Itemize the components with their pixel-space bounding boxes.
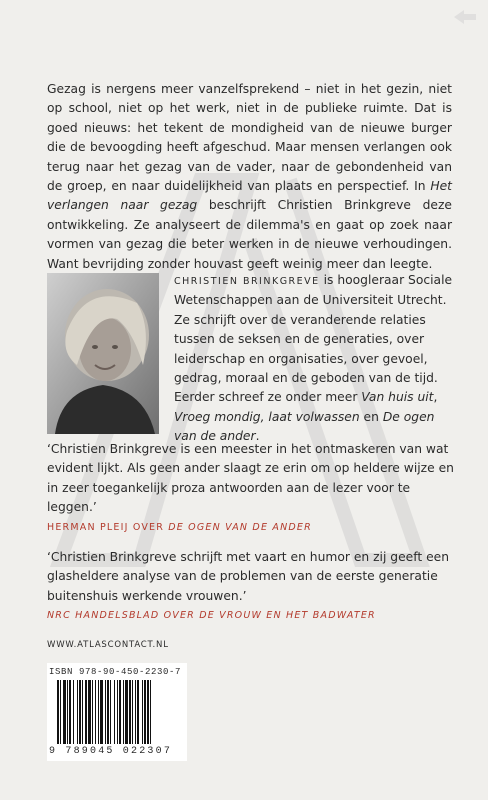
barcode-bar	[100, 680, 103, 744]
barcode-bar	[79, 680, 81, 744]
barcode-bar	[110, 680, 111, 744]
publisher-website: WWW.ATLASCONTACT.NL	[47, 640, 169, 650]
barcode-bar	[135, 680, 136, 744]
barcode-bar	[57, 680, 59, 744]
isbn-label: ISBN 978-90-450-2230-7	[49, 667, 182, 677]
barcode-bar	[107, 680, 109, 744]
author-name: CHRISTIEN BRINKGREVE	[174, 276, 320, 287]
back-arrow-icon[interactable]	[452, 8, 478, 26]
barcode	[57, 680, 181, 744]
barcode-bar	[73, 680, 74, 744]
barcode-bar	[123, 680, 124, 744]
barcode-bar	[105, 680, 106, 744]
intro-paragraph: Gezag is nergens meer vanzelfsprekend – niet in het gezin, niet op school, niet op het werk, niet in de publieke ruimte. Dat is goed nieuws: het tekent de mondigheid van de nieuwe burger die de bevoogding heeft afgeschud. Maar mensen verlangen ook terug naar het gezag van de vader, naar de gebondenheid van de groep, en naar duidelijkheid van plaats en perspectief. In Het verlangen naar gezag beschrijft Christien Brinkgreve deze ontwikkeling. Ze analyseert de dilemma's en gaat op zoek naar vormen van gezag die beter werken in de nieuwe verhoudingen. Want bevrijding zonder houvast geeft weinig meer dan leegte.	[47, 82, 452, 271]
barcode-bar	[117, 680, 118, 744]
barcode-bar	[60, 680, 61, 744]
quote-text: ‘Christien Brinkgreve schrijft met vaart en humor en zij geeft een glasheldere analyse van de problemen van de eerste generatie buitenshuis werkende vrouwen.’	[47, 550, 449, 603]
quote-attribution: HERMAN PLEIJ OVER DE OGEN VAN DE ANDER	[47, 521, 312, 533]
barcode-box	[47, 663, 187, 761]
barcode-bar	[114, 680, 115, 744]
author-bio: CHRISTIEN BRINKGREVE is hoogleraar Sociale Wetenschappen aan de Universiteit Utrecht. Ze schrijft over de veranderende relaties tussen de seksen en de generaties, over leiderschap en organisaties, over gevoel, gedrag, moraal en de geboden van de tijd. Eerder schreef ze onder meer Van huis uit, Vroeg mondig, laat volwassen en De ogen van de ander.	[174, 273, 453, 444]
barcode-bar	[129, 680, 131, 744]
barcode-bar	[125, 680, 128, 744]
barcode-bar	[137, 680, 139, 744]
quote-text: ‘Christien Brinkgreve is een meester in het ontmaskeren van wat evident lijkt. Als geen ander slaagt ze erin om op heldere wijze en in zeer toegankelijk proza antwoorden aan de lezer voor te leggen.’	[47, 442, 454, 515]
barcode-bar	[69, 680, 71, 744]
barcode-bar	[63, 680, 66, 744]
barcode-bar	[77, 680, 78, 744]
barcode-bar	[95, 680, 96, 744]
barcode-bar	[119, 680, 121, 744]
barcode-bar	[147, 680, 149, 744]
barcode-bar	[144, 680, 146, 744]
author-photo	[47, 273, 159, 434]
barcode-bar	[132, 680, 133, 744]
barcode-bar	[142, 680, 143, 744]
barcode-bar	[98, 680, 99, 744]
barcode-number: 9 789045 022307	[49, 746, 173, 757]
book-title: Het verlangen naar gezag	[47, 179, 452, 213]
review-quote-1	[47, 440, 457, 537]
quote-attribution: NRC HANDELSBLAD OVER DE VROUW EN HET BADWATER	[47, 610, 376, 622]
barcode-bar	[150, 680, 151, 744]
barcode-bar	[67, 680, 68, 744]
barcode-bar	[92, 680, 93, 744]
review-quote-2	[47, 548, 457, 625]
barcode-bar	[82, 680, 83, 744]
barcode-bar	[88, 680, 91, 744]
barcode-bar	[85, 680, 87, 744]
